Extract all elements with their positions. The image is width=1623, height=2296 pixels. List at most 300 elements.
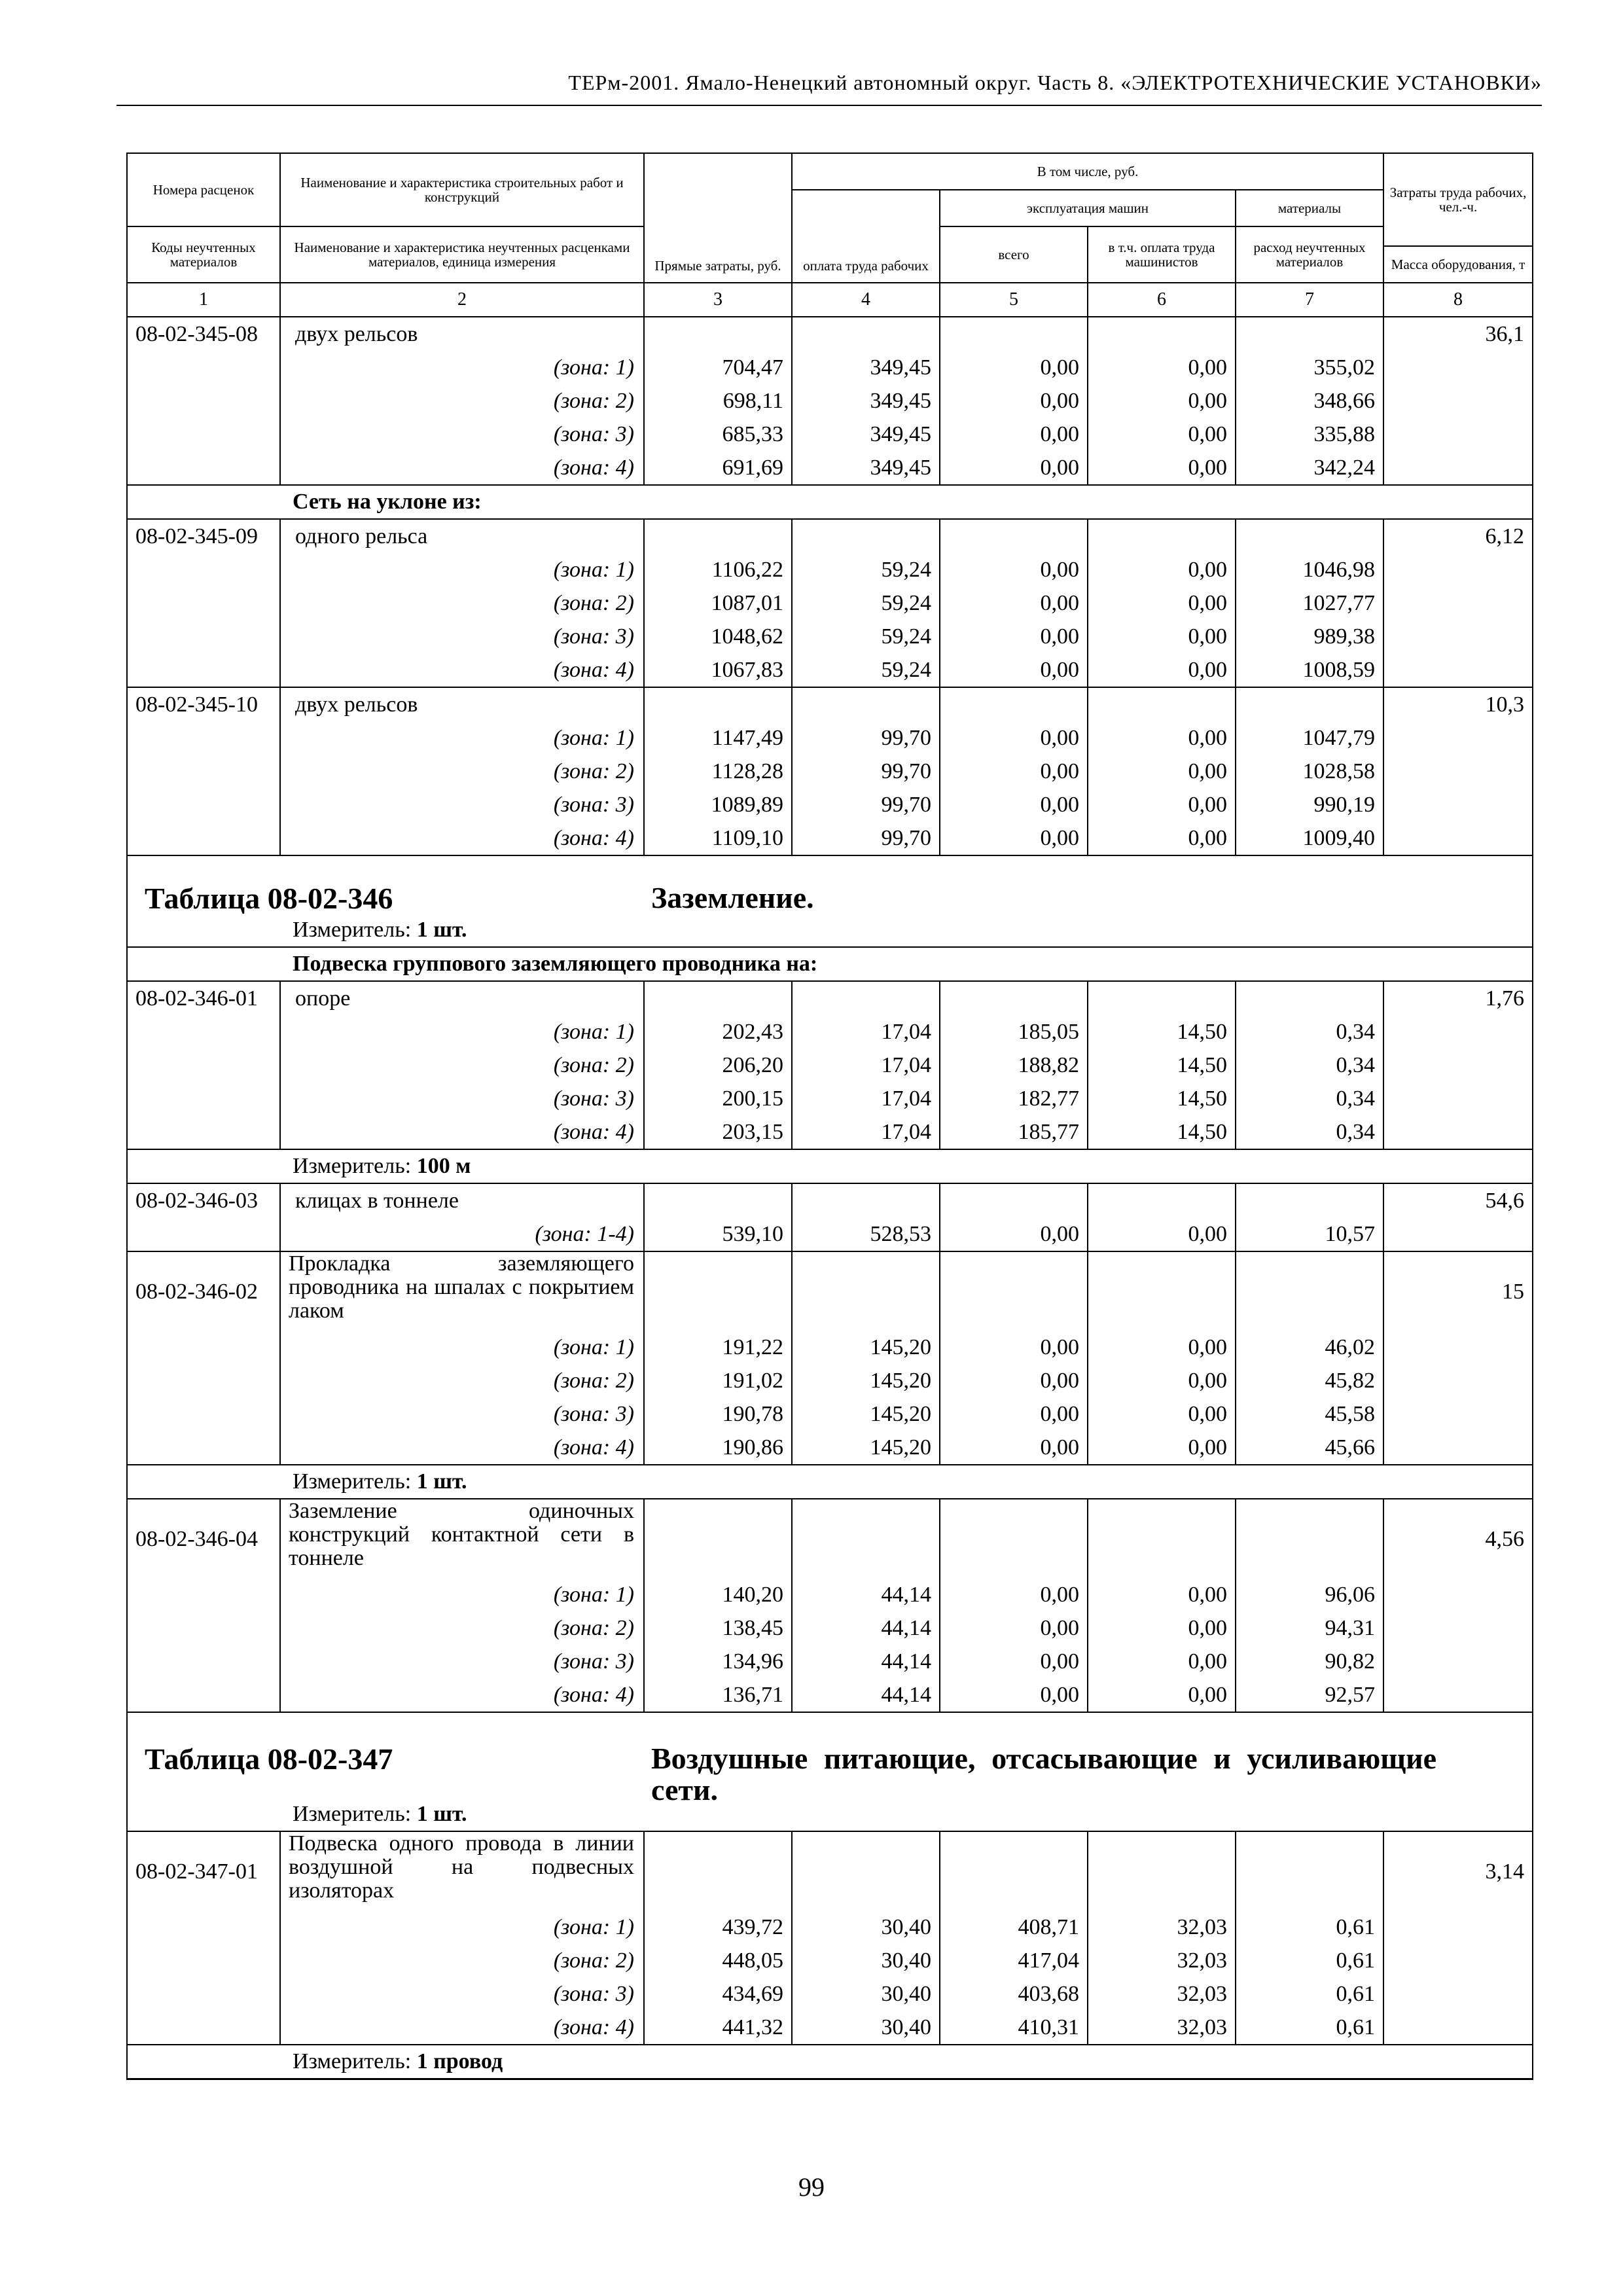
work-name: Прокладка заземляющего проводника на шпалах с покрытием лаком [280, 1251, 644, 1331]
zone-label: (зона: 1) [280, 553, 644, 586]
materials: 96,06 [1236, 1578, 1383, 1611]
materials: 348,66 [1236, 384, 1383, 418]
column-number: 5 [940, 283, 1088, 317]
machine-total: 410,31 [940, 2011, 1088, 2045]
empty-labor-cell [1383, 384, 1533, 418]
empty-code-cell [127, 1611, 280, 1645]
direct-cost: 539,10 [644, 1217, 792, 1251]
value-cell [1088, 1251, 1236, 1331]
measure-label: Измеритель: [293, 918, 412, 942]
empty-labor-cell [1383, 1431, 1533, 1465]
zone-label: (зона: 2) [280, 1611, 644, 1645]
labor-pay: 59,24 [792, 653, 940, 687]
head-c2-top: Наименование и характеристика строительных работ и конструкций [280, 153, 644, 226]
empty-code-cell [127, 418, 280, 451]
labor-pay: 44,14 [792, 1678, 940, 1712]
head-c4: оплата труда рабочих [792, 190, 940, 283]
machine-total: 185,77 [940, 1115, 1088, 1149]
empty-labor-cell [1383, 1645, 1533, 1678]
machine-labor: 0,00 [1088, 1578, 1236, 1611]
value-cell [940, 687, 1088, 721]
table-row [127, 586, 1533, 620]
zone-label: (зона: 2) [280, 755, 644, 788]
empty-labor-cell [1383, 418, 1533, 451]
table-row [127, 1082, 1533, 1115]
direct-cost: 1067,83 [644, 653, 792, 687]
machine-total: 0,00 [940, 1397, 1088, 1431]
measure-line [127, 1149, 1533, 1183]
zone-label: (зона: 1) [280, 1015, 644, 1049]
direct-cost: 140,20 [644, 1578, 792, 1611]
value-cell [644, 519, 792, 553]
value-cell [1088, 1183, 1236, 1217]
table-row [127, 1331, 1533, 1364]
machine-labor: 14,50 [1088, 1082, 1236, 1115]
value-cell [644, 1831, 792, 1910]
price-table [126, 152, 1533, 2080]
empty-labor-cell [1383, 1678, 1533, 1712]
value-cell [940, 1499, 1088, 1578]
labor-pay: 30,40 [792, 1944, 940, 1977]
value-cell [1236, 1183, 1383, 1217]
materials: 990,19 [1236, 788, 1383, 821]
empty-code-cell [127, 451, 280, 485]
zone-label: (зона: 1-4) [280, 1217, 644, 1251]
column-number: 3 [644, 283, 792, 317]
empty-labor-cell [1383, 788, 1533, 821]
head-mat: материалы [1236, 190, 1383, 226]
labor-pay: 44,14 [792, 1578, 940, 1611]
table-row [127, 1944, 1533, 1977]
machine-labor: 0,00 [1088, 1678, 1236, 1712]
direct-cost: 434,69 [644, 1977, 792, 2011]
machine-labor: 0,00 [1088, 1431, 1236, 1465]
table-row [127, 1578, 1533, 1611]
direct-cost: 691,69 [644, 451, 792, 485]
zone-label: (зона: 4) [280, 1431, 644, 1465]
measure-line [127, 2045, 1533, 2079]
machine-labor: 0,00 [1088, 1331, 1236, 1364]
head-c1-top: Номера расценок [127, 153, 280, 226]
machine-total: 403,68 [940, 1977, 1088, 2011]
empty-code-cell [127, 1397, 280, 1431]
machine-total: 0,00 [940, 1678, 1088, 1712]
zone-label: (зона: 4) [280, 1115, 644, 1149]
subsection-heading: Подвеска группового заземляющего проводника на: [127, 947, 1533, 981]
empty-code-cell [127, 384, 280, 418]
machine-labor: 0,00 [1088, 418, 1236, 451]
labor-value: 1,76 [1383, 981, 1533, 1015]
value-cell [792, 317, 940, 351]
machine-labor: 14,50 [1088, 1049, 1236, 1082]
materials: 90,82 [1236, 1645, 1383, 1678]
materials: 0,61 [1236, 1910, 1383, 1944]
labor-pay: 59,24 [792, 586, 940, 620]
empty-labor-cell [1383, 1977, 1533, 2011]
zone-label: (зона: 1) [280, 1331, 644, 1364]
value-cell [1236, 317, 1383, 351]
table-row [127, 1115, 1533, 1149]
value-cell [940, 1251, 1088, 1331]
value-cell [644, 981, 792, 1015]
labor-value: 36,1 [1383, 317, 1533, 351]
table-row [127, 317, 1533, 351]
table-row [127, 1645, 1533, 1678]
machine-total: 0,00 [940, 620, 1088, 653]
materials: 0,61 [1236, 2011, 1383, 2045]
empty-code-cell [127, 1678, 280, 1712]
empty-labor-cell [1383, 653, 1533, 687]
zone-label: (зона: 3) [280, 788, 644, 821]
labor-pay: 145,20 [792, 1397, 940, 1431]
labor-pay: 17,04 [792, 1015, 940, 1049]
machine-labor: 0,00 [1088, 1217, 1236, 1251]
zone-label: (зона: 2) [280, 1364, 644, 1397]
work-name: двух рельсов [280, 687, 644, 721]
direct-cost: 1106,22 [644, 553, 792, 586]
machine-total: 0,00 [940, 1611, 1088, 1645]
measure-label: Измеритель: [293, 1469, 412, 1494]
table-row [127, 2045, 1533, 2079]
value-cell [1088, 519, 1236, 553]
materials: 1028,58 [1236, 755, 1383, 788]
direct-cost: 704,47 [644, 351, 792, 384]
machine-labor: 0,00 [1088, 451, 1236, 485]
table-name: Воздушные питающие, отсасывающие и усиливающие сети. [651, 1742, 1436, 1806]
zone-label: (зона: 4) [280, 451, 644, 485]
machine-labor: 0,00 [1088, 821, 1236, 855]
empty-code-cell [127, 1578, 280, 1611]
machine-total: 0,00 [940, 451, 1088, 485]
table-row [127, 1217, 1533, 1251]
labor-pay: 44,14 [792, 1611, 940, 1645]
empty-labor-cell [1383, 351, 1533, 384]
column-number: 6 [1088, 283, 1236, 317]
empty-code-cell [127, 1015, 280, 1049]
value-cell [1236, 1251, 1383, 1331]
materials: 1027,77 [1236, 586, 1383, 620]
table-row [127, 687, 1533, 721]
empty-code-cell [127, 620, 280, 653]
table-row [127, 1015, 1533, 1049]
value-cell [1236, 981, 1383, 1015]
table-row [127, 451, 1533, 485]
machine-total: 188,82 [940, 1049, 1088, 1082]
table-row [127, 485, 1533, 519]
empty-code-cell [127, 788, 280, 821]
empty-labor-cell [1383, 1364, 1533, 1397]
table-row [127, 653, 1533, 687]
materials: 0,61 [1236, 1977, 1383, 2011]
rate-code: 08-02-345-10 [127, 687, 280, 721]
zone-label: (зона: 1) [280, 351, 644, 384]
machine-total: 0,00 [940, 755, 1088, 788]
page-number: 99 [798, 2172, 825, 2202]
measure-value: 100 м [416, 1154, 471, 1178]
machine-total: 408,71 [940, 1910, 1088, 1944]
empty-labor-cell [1383, 821, 1533, 855]
value-cell [792, 519, 940, 553]
labor-pay: 145,20 [792, 1431, 940, 1465]
labor-value: 6,12 [1383, 519, 1533, 553]
direct-cost: 134,96 [644, 1645, 792, 1678]
labor-pay: 59,24 [792, 620, 940, 653]
head-c5: всего [940, 226, 1088, 283]
labor-value: 3,14 [1383, 1831, 1533, 1910]
materials: 92,57 [1236, 1678, 1383, 1712]
zone-label: (зона: 4) [280, 821, 644, 855]
direct-cost: 191,02 [644, 1364, 792, 1397]
empty-labor-cell [1383, 1082, 1533, 1115]
labor-pay: 59,24 [792, 553, 940, 586]
materials: 94,31 [1236, 1611, 1383, 1645]
column-number: 1 [127, 283, 280, 317]
value-cell [1088, 981, 1236, 1015]
empty-labor-cell [1383, 1217, 1533, 1251]
measure-line [127, 1465, 1533, 1499]
work-name: Заземление одиночных конструкций контактной сети в тоннеле [280, 1499, 644, 1578]
table-row [127, 519, 1533, 553]
empty-code-cell [127, 1910, 280, 1944]
labor-value: 10,3 [1383, 687, 1533, 721]
empty-labor-cell [1383, 1331, 1533, 1364]
zone-label: (зона: 4) [280, 653, 644, 687]
head-c7: расход неучтенных материалов [1236, 226, 1383, 283]
empty-code-cell [127, 1082, 280, 1115]
labor-pay: 145,20 [792, 1364, 940, 1397]
materials: 1047,79 [1236, 721, 1383, 755]
rate-code: 08-02-345-09 [127, 519, 280, 553]
direct-cost: 685,33 [644, 418, 792, 451]
direct-cost: 1087,01 [644, 586, 792, 620]
empty-labor-cell [1383, 1115, 1533, 1149]
empty-code-cell [127, 1217, 280, 1251]
direct-cost: 202,43 [644, 1015, 792, 1049]
table-number: Таблица 08-02-347 [145, 1742, 393, 1776]
direct-cost: 190,78 [644, 1397, 792, 1431]
machine-labor: 0,00 [1088, 755, 1236, 788]
empty-code-cell [127, 1431, 280, 1465]
value-cell [1088, 1831, 1236, 1910]
table-row [127, 914, 1533, 947]
labor-pay: 17,04 [792, 1115, 940, 1149]
labor-value: 15 [1383, 1251, 1533, 1331]
materials: 1008,59 [1236, 653, 1383, 687]
table-row [127, 1977, 1533, 2011]
materials: 989,38 [1236, 620, 1383, 653]
table-row [127, 1831, 1533, 1910]
zone-label: (зона: 4) [280, 1678, 644, 1712]
empty-code-cell [127, 1645, 280, 1678]
empty-labor-cell [1383, 1049, 1533, 1082]
zone-label: (зона: 2) [280, 1049, 644, 1082]
empty-code-cell [127, 721, 280, 755]
labor-pay: 99,70 [792, 721, 940, 755]
value-cell [644, 1499, 792, 1578]
column-number: 7 [1236, 283, 1383, 317]
labor-pay: 99,70 [792, 755, 940, 788]
value-cell [1236, 519, 1383, 553]
direct-cost: 448,05 [644, 1944, 792, 1977]
machine-total: 417,04 [940, 1944, 1088, 1977]
head-incl: В том числе, руб. [792, 153, 1383, 190]
machine-labor: 0,00 [1088, 553, 1236, 586]
direct-cost: 1089,89 [644, 788, 792, 821]
table-number: Таблица 08-02-346 [145, 882, 393, 915]
measure-value: 1 шт. [416, 918, 467, 942]
direct-cost: 206,20 [644, 1049, 792, 1082]
value-cell [792, 1499, 940, 1578]
table-row [127, 1397, 1533, 1431]
head-c6: в т.ч. оплата труда машинистов [1088, 226, 1236, 283]
work-name: Подвеска одного провода в линии воздушной на подвесных изоляторах [280, 1831, 644, 1910]
direct-cost: 203,15 [644, 1115, 792, 1149]
machine-total: 0,00 [940, 351, 1088, 384]
table-row [127, 1678, 1533, 1712]
empty-labor-cell [1383, 1944, 1533, 1977]
table-row [127, 947, 1533, 981]
machine-total: 0,00 [940, 586, 1088, 620]
machine-labor: 0,00 [1088, 721, 1236, 755]
table-row [127, 1499, 1533, 1578]
materials: 45,66 [1236, 1431, 1383, 1465]
measure-value: 1 провод [416, 2049, 503, 2073]
zone-label: (зона: 3) [280, 1645, 644, 1678]
labor-pay: 30,40 [792, 2011, 940, 2045]
direct-cost: 200,15 [644, 1082, 792, 1115]
labor-pay: 349,45 [792, 451, 940, 485]
machine-labor: 0,00 [1088, 1397, 1236, 1431]
table-row [127, 721, 1533, 755]
value-cell [940, 317, 1088, 351]
value-cell [1088, 317, 1236, 351]
head-c8-top: Затраты труда рабочих, чел.-ч. [1383, 153, 1533, 246]
empty-code-cell [127, 1049, 280, 1082]
value-cell [792, 981, 940, 1015]
empty-labor-cell [1383, 586, 1533, 620]
labor-pay: 30,40 [792, 1910, 940, 1944]
materials: 10,57 [1236, 1217, 1383, 1251]
materials: 0,34 [1236, 1115, 1383, 1149]
value-cell [1236, 1499, 1383, 1578]
materials: 1009,40 [1236, 821, 1383, 855]
machine-labor: 0,00 [1088, 620, 1236, 653]
empty-labor-cell [1383, 1578, 1533, 1611]
table-row [127, 2011, 1533, 2045]
head-c1-bottom: Коды неучтенных материалов [127, 226, 280, 283]
table-row [127, 1251, 1533, 1331]
subsection-heading: Сеть на уклоне из: [127, 485, 1533, 519]
table-row [127, 418, 1533, 451]
zone-label: (зона: 2) [280, 1944, 644, 1977]
materials: 45,58 [1236, 1397, 1383, 1431]
measure-label: Измеритель: [293, 1154, 412, 1178]
column-number: 8 [1383, 283, 1533, 317]
value-cell [940, 519, 1088, 553]
labor-pay: 99,70 [792, 821, 940, 855]
machine-total: 0,00 [940, 821, 1088, 855]
value-cell [644, 1251, 792, 1331]
rate-code: 08-02-346-04 [127, 1499, 280, 1578]
measure-label: Измеритель: [293, 2049, 412, 2073]
table-row [127, 1465, 1533, 1499]
value-cell [792, 687, 940, 721]
direct-cost: 1147,49 [644, 721, 792, 755]
machine-labor: 32,03 [1088, 1977, 1236, 2011]
table-row [127, 1183, 1533, 1217]
machine-labor: 32,03 [1088, 2011, 1236, 2045]
rate-code: 08-02-345-08 [127, 317, 280, 351]
labor-value: 54,6 [1383, 1183, 1533, 1217]
table-name: Заземление. [651, 881, 814, 914]
rate-code: 08-02-347-01 [127, 1831, 280, 1910]
rate-code: 08-02-346-01 [127, 981, 280, 1015]
measure-value: 1 шт. [416, 1802, 467, 1826]
labor-pay: 17,04 [792, 1082, 940, 1115]
table-row [127, 1049, 1533, 1082]
empty-code-cell [127, 653, 280, 687]
table-row [127, 351, 1533, 384]
machine-total: 0,00 [940, 1578, 1088, 1611]
machine-labor: 32,03 [1088, 1944, 1236, 1977]
labor-pay: 44,14 [792, 1645, 940, 1678]
empty-labor-cell [1383, 1397, 1533, 1431]
direct-cost: 138,45 [644, 1611, 792, 1645]
materials: 355,02 [1236, 351, 1383, 384]
machine-labor: 0,00 [1088, 351, 1236, 384]
materials: 342,24 [1236, 451, 1383, 485]
table-row [127, 1910, 1533, 1944]
running-header: ТЕРм-2001. Ямало-Ненецкий автономный округ. Часть 8. «ЭЛЕКТРОТЕХНИЧЕСКИЕ УСТАНОВКИ» [568, 71, 1542, 94]
empty-labor-cell [1383, 620, 1533, 653]
direct-cost: 698,11 [644, 384, 792, 418]
machine-total: 0,00 [940, 1217, 1088, 1251]
zone-label: (зона: 3) [280, 1977, 644, 2011]
table-row [127, 1431, 1533, 1465]
labor-pay: 528,53 [792, 1217, 940, 1251]
empty-code-cell [127, 553, 280, 586]
measure-value: 1 шт. [416, 1469, 467, 1494]
labor-pay: 17,04 [792, 1049, 940, 1082]
machine-total: 0,00 [940, 1364, 1088, 1397]
rate-code: 08-02-346-02 [127, 1251, 280, 1331]
value-cell [1088, 687, 1236, 721]
column-number: 2 [280, 283, 644, 317]
machine-total: 0,00 [940, 418, 1088, 451]
direct-cost: 136,71 [644, 1678, 792, 1712]
labor-pay: 349,45 [792, 384, 940, 418]
machine-total: 0,00 [940, 384, 1088, 418]
machine-labor: 0,00 [1088, 653, 1236, 687]
table-row [127, 981, 1533, 1015]
empty-code-cell [127, 1364, 280, 1397]
empty-code-cell [127, 821, 280, 855]
direct-cost: 1128,28 [644, 755, 792, 788]
zone-label: (зона: 1) [280, 721, 644, 755]
zone-label: (зона: 1) [280, 1578, 644, 1611]
labor-pay: 349,45 [792, 418, 940, 451]
zone-label: (зона: 2) [280, 384, 644, 418]
value-cell [1236, 1831, 1383, 1910]
direct-cost: 191,22 [644, 1331, 792, 1364]
measure-label: Измеритель: [293, 1802, 412, 1826]
materials: 46,02 [1236, 1331, 1383, 1364]
machine-total: 182,77 [940, 1082, 1088, 1115]
value-cell [792, 1183, 940, 1217]
value-cell [644, 687, 792, 721]
table-title-cell [127, 855, 1533, 914]
table-row [127, 755, 1533, 788]
